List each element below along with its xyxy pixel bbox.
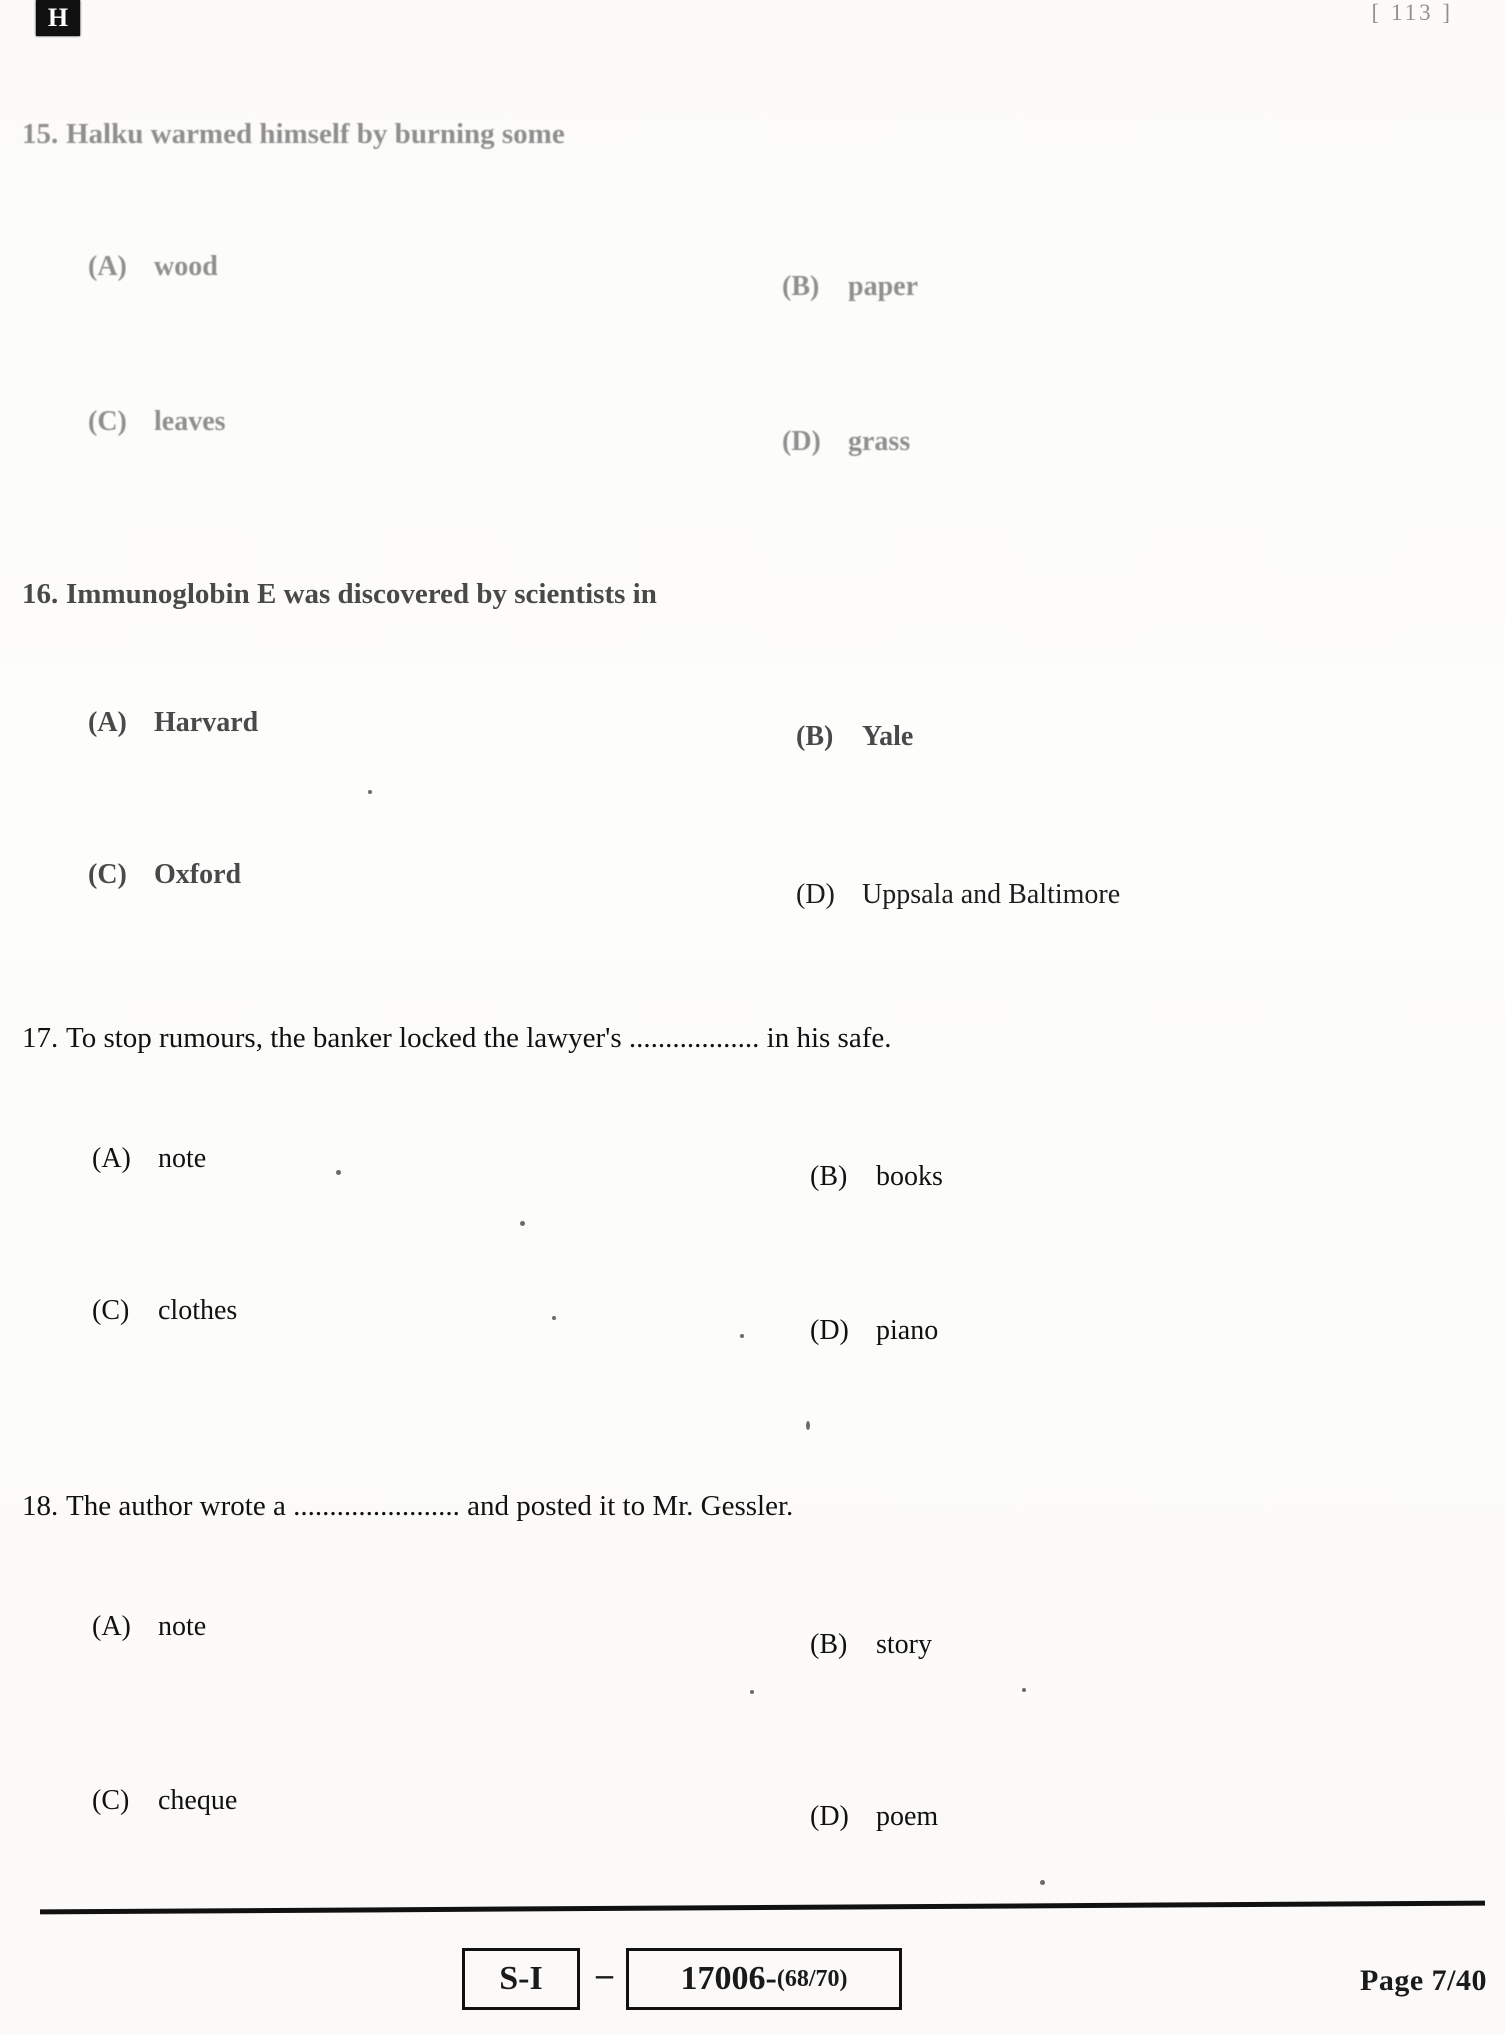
option-16-c-value: Oxford	[154, 859, 242, 890]
option-17-c-value: clothes	[158, 1295, 238, 1326]
option-17-a-key: (A)	[92, 1143, 131, 1174]
option-15-a-value: wood	[154, 251, 218, 282]
option-17-d-value: piano	[876, 1315, 939, 1346]
option-15-b-value: paper	[848, 271, 918, 302]
option-15-c-key: (C)	[88, 406, 127, 437]
question-block-18	[0, 1490, 1505, 1832]
option-18-a-key: (A)	[92, 1611, 131, 1642]
option-16-d[interactable]	[796, 879, 1120, 911]
option-18-d-key: (D)	[810, 1801, 849, 1832]
option-18-b[interactable]	[810, 1629, 932, 1661]
question-paper-code-box	[626, 1948, 902, 2010]
option-18-a[interactable]	[92, 1611, 206, 1643]
page-code-label: [ 113 ]	[1371, 0, 1453, 25]
paper-code-variant: (68/70)	[776, 1965, 848, 1992]
booklet-series-letter: H	[36, 0, 80, 36]
option-17-c[interactable]	[92, 1295, 237, 1327]
scan-speck	[552, 1316, 556, 1320]
question-16-number: 16.	[22, 578, 59, 610]
question-18-line	[0, 1490, 1505, 1523]
page-number-label: Page 7/40	[1360, 1964, 1487, 1997]
question-17-text: To stop rumours, the banker locked the lawyer's .................. in his safe.	[66, 1022, 892, 1054]
option-16-b-key: (B)	[796, 721, 834, 752]
question-16-line	[0, 578, 1505, 611]
option-16-c-key: (C)	[88, 859, 127, 890]
option-17-b-key: (B)	[810, 1161, 848, 1192]
option-15-a-key: (A)	[88, 251, 127, 282]
option-15-c-value: leaves	[154, 406, 226, 437]
paper-code-main: 17006-	[680, 1960, 777, 1997]
page-header	[0, 0, 1505, 60]
option-15-d[interactable]	[782, 426, 910, 458]
option-17-a-value: note	[158, 1143, 207, 1174]
option-17-b[interactable]	[810, 1161, 943, 1193]
scan-speck	[1040, 1880, 1045, 1885]
question-18-text: The author wrote a ....................... and posted it to Mr. Gessler.	[66, 1490, 794, 1522]
option-16-c[interactable]	[88, 859, 241, 891]
scan-speck	[520, 1221, 525, 1226]
option-17-b-value: books	[876, 1161, 943, 1192]
option-18-d[interactable]	[810, 1801, 938, 1833]
question-18-number: 18.	[22, 1490, 59, 1522]
scan-speck	[336, 1170, 341, 1175]
option-18-c-key: (C)	[92, 1785, 130, 1816]
question-18-options	[0, 1523, 1505, 1832]
question-15-options	[0, 151, 1505, 457]
scan-speck	[368, 790, 372, 794]
option-15-c[interactable]	[88, 406, 226, 438]
option-16-a-value: Harvard	[154, 707, 259, 738]
option-17-d-key: (D)	[810, 1315, 849, 1346]
question-block-15	[0, 118, 1505, 457]
option-17-c-key: (C)	[92, 1295, 130, 1326]
question-17-line	[0, 1022, 1505, 1055]
option-15-d-key: (D)	[782, 426, 821, 457]
scan-speck	[1022, 1688, 1026, 1692]
scan-speck	[806, 1421, 810, 1430]
option-15-d-value: grass	[848, 426, 911, 457]
option-16-b[interactable]	[796, 721, 913, 753]
option-18-c[interactable]	[92, 1785, 237, 1817]
scan-speck	[750, 1690, 754, 1694]
scan-speck	[740, 1334, 744, 1338]
question-15-number: 15.	[22, 118, 59, 150]
question-15-text: Halku warmed himself by burning some	[66, 118, 565, 150]
option-18-a-value: note	[158, 1611, 207, 1642]
option-16-a[interactable]	[88, 707, 258, 739]
option-16-d-key: (D)	[796, 879, 835, 910]
question-16-text: Immunoglobin E was discovered by scientists in	[66, 578, 657, 610]
option-17-d[interactable]	[810, 1315, 938, 1347]
question-17-options	[0, 1055, 1505, 1346]
option-15-b-key: (B)	[782, 271, 820, 302]
option-18-b-value: story	[876, 1629, 932, 1660]
option-16-a-key: (A)	[88, 707, 127, 738]
question-block-17	[0, 1022, 1505, 1346]
option-16-b-value: Yale	[862, 721, 914, 752]
option-15-a[interactable]	[88, 251, 218, 283]
option-18-d-value: poem	[876, 1801, 939, 1832]
page-footer	[0, 1940, 1505, 2034]
footer-dash: –	[596, 1956, 613, 1993]
option-17-a[interactable]	[92, 1143, 206, 1175]
question-17-number: 17.	[22, 1022, 59, 1054]
option-18-b-key: (B)	[810, 1629, 848, 1660]
option-15-b[interactable]	[782, 271, 918, 303]
question-15-line	[0, 118, 1505, 151]
option-16-d-value: Uppsala and Baltimore	[862, 879, 1121, 910]
question-16-options	[0, 611, 1505, 910]
question-block-16	[0, 578, 1505, 910]
series-code-box: S-I	[462, 1948, 580, 2010]
option-18-c-value: cheque	[158, 1785, 238, 1816]
